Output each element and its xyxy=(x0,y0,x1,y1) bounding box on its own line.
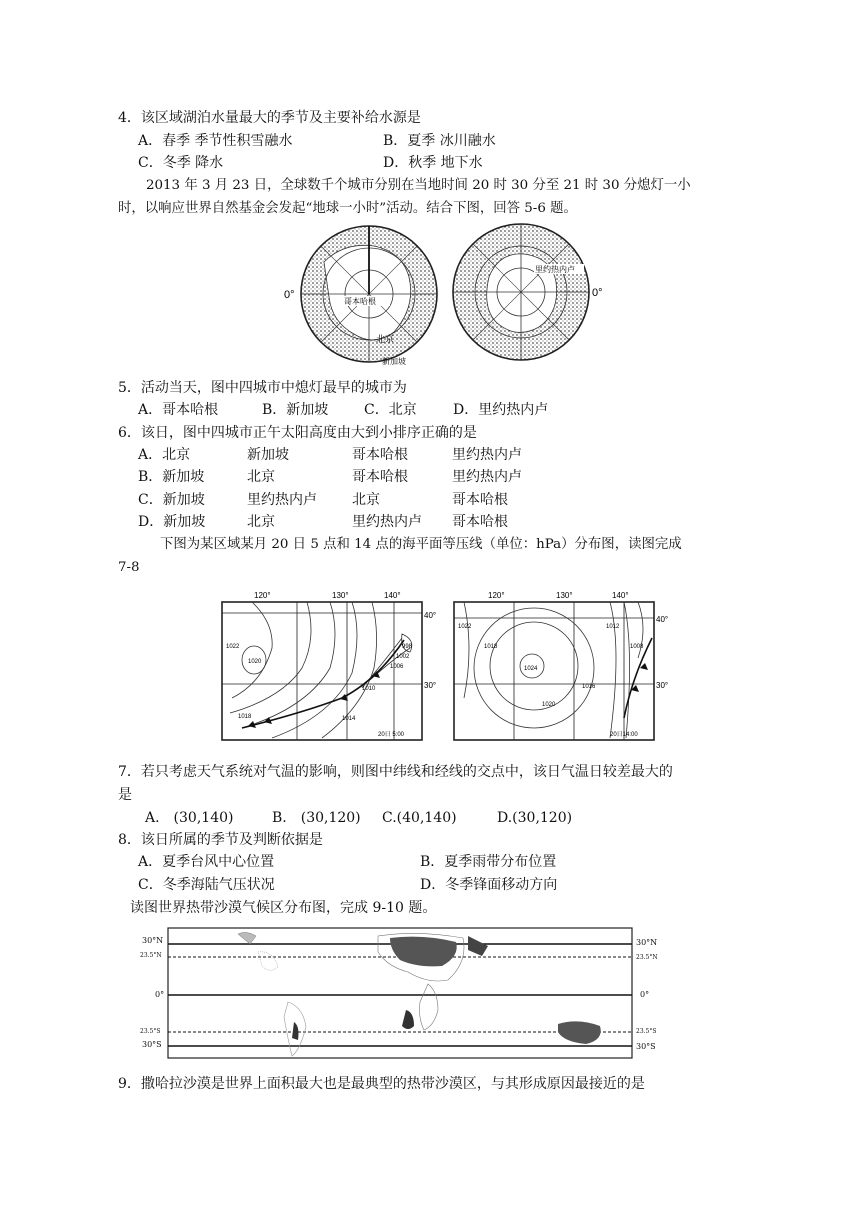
q4-options-row1 xyxy=(0,131,860,151)
intro910-line: 读图世界热带沙漠气候区分布图，完成 9-10 题。 xyxy=(130,900,437,916)
left-isobar-1022: 1022 xyxy=(226,644,240,650)
q8-options-row1 xyxy=(0,852,860,872)
map-lat-30s-left: 30°S xyxy=(142,1040,162,1049)
q9-stem: 9．撒哈拉沙漠是世界上面积最大也是最典型的热带沙漠区，与其形成原因最接近的是 xyxy=(118,1076,645,1092)
world-desert-map xyxy=(138,922,666,1062)
right-lat-40: 40° xyxy=(656,615,668,624)
q6-d-c2: 北京 xyxy=(247,514,275,530)
left-isobar-998: 998 xyxy=(402,644,413,650)
q6-a-c4: 里约热内卢 xyxy=(452,447,522,463)
left-isobar-1018: 1018 xyxy=(238,714,252,720)
q8-stem: 8．该日所属的季节及判断依据是 xyxy=(118,832,323,848)
q6-a-c3: 哥本哈根 xyxy=(352,447,408,463)
q5-stem: 5．活动当天，图中四城市中熄灯最早的城市为 xyxy=(118,380,407,396)
q6-row-b xyxy=(0,467,860,487)
intro78-line2: 7-8 xyxy=(118,560,140,575)
q6-b-c2: 北京 xyxy=(247,469,275,485)
label-rio: 里约热内卢 xyxy=(535,265,575,274)
polar-maps-figure xyxy=(284,222,604,368)
q7-option-c: C.(40,140) xyxy=(382,810,457,826)
left-isobar-1006: 1006 xyxy=(390,664,404,670)
right-isobar-1024: 1024 xyxy=(524,666,538,672)
right-lon-130: 130° xyxy=(556,591,573,600)
right-isobar-1022: 1022 xyxy=(458,624,472,630)
q5-option-d: D．里约热内卢 xyxy=(453,402,549,418)
label-copenhagen: 哥本哈根 xyxy=(344,297,376,306)
right-isobar-1020: 1020 xyxy=(542,702,556,708)
map-lat-235n-left: 23.5°N xyxy=(140,952,162,959)
right-lon-140: 140° xyxy=(612,591,629,600)
left-isobar-1010: 1010 xyxy=(362,686,376,692)
map-lat-235n-right: 23.5°N xyxy=(636,954,658,961)
isobar-map-0500 xyxy=(222,602,422,740)
q6-d-c3: 里约热内卢 xyxy=(352,514,422,530)
map-lat-0-right: 0° xyxy=(640,990,650,999)
left-lon-120: 120° xyxy=(254,591,271,600)
right-lat-30: 30° xyxy=(656,681,668,690)
q6-row-d xyxy=(0,512,860,532)
q8-option-b: B．夏季雨带分布位置 xyxy=(420,854,557,870)
q7-stem-line2: 是 xyxy=(118,787,132,803)
intro56-line2: 时，以响应世界自然基金会发起“地球一小时”活动。结合下图，回答 5-6 题。 xyxy=(118,201,577,216)
right-lon-120: 120° xyxy=(488,591,505,600)
q6-a-c1: A．北京 xyxy=(138,447,191,463)
q5-option-b: B．新加坡 xyxy=(262,402,329,418)
q6-d-c1: D．新加坡 xyxy=(138,514,206,530)
intro56-line1: 2013 年 3 月 23 日，全球数千个城市分别在当地时间 20 时 30 分至 21 时 30 分熄灯一小 xyxy=(146,178,691,193)
map-lat-30n-right: 30°N xyxy=(636,938,658,947)
q5-option-a: A．哥本哈根 xyxy=(138,402,219,418)
label-singapore: 新加坡 xyxy=(382,357,406,366)
left-isobar-1002: 1002 xyxy=(396,654,410,660)
left-isobar-1020: 1020 xyxy=(248,659,262,665)
map-lat-235s-left: 23.5°S xyxy=(140,1028,161,1035)
q6-c-c3: 北京 xyxy=(352,492,380,508)
q7-option-a: A. (30,140) xyxy=(145,810,234,826)
south-polar-map xyxy=(453,224,589,360)
left-map-time: 20日 5:00 xyxy=(378,732,405,738)
q7-option-b: B. (30,120) xyxy=(272,810,361,826)
map-lat-235s-right: 23.5°S xyxy=(636,1028,657,1035)
q8-option-d: D．冬季锋面移动方向 xyxy=(420,877,558,893)
left-isobar-1014: 1014 xyxy=(342,716,356,722)
q6-c-c2: 里约热内卢 xyxy=(247,492,317,508)
right-isobar-1018: 1018 xyxy=(484,644,498,650)
q4-stem: 4．该区域湖泊水量最大的季节及主要补给水源是 xyxy=(118,110,421,126)
q8-option-c: C．冬季海陆气压状况 xyxy=(138,877,275,893)
isobar-maps-figure xyxy=(212,588,668,748)
q4-option-d: D．秋季 地下水 xyxy=(383,155,483,171)
q6-b-c3: 哥本哈根 xyxy=(352,469,408,485)
q8-options-row2 xyxy=(0,875,860,895)
right-map-zero-label: 0° xyxy=(592,287,603,299)
label-beijing: 北京 xyxy=(376,334,395,344)
left-lat-30: 30° xyxy=(424,681,437,690)
map-lat-30s-right: 30°S xyxy=(636,1042,656,1051)
q6-b-c1: B．新加坡 xyxy=(138,469,205,485)
north-polar-map xyxy=(301,226,437,362)
left-lon-130: 130° xyxy=(332,591,349,600)
q8-option-a: A．夏季台风中心位置 xyxy=(138,854,275,870)
q4-options-row2 xyxy=(0,153,860,173)
q5-options xyxy=(0,400,860,420)
right-isobar-1008: 1008 xyxy=(630,644,644,650)
q6-a-c2: 新加坡 xyxy=(247,447,289,463)
q6-b-c4: 里约热内卢 xyxy=(452,469,522,485)
q7-stem-line1: 7．若只考虑天气系统对气温的影响，则图中纬线和经线的交点中，该日气温日较差最大的 xyxy=(118,764,673,780)
q6-d-c4: 哥本哈根 xyxy=(452,514,508,530)
intro78-line1: 下图为某区域某月 20 日 5 点和 14 点的海平面等压线（单位：hPa）分布图，读图完成 xyxy=(160,537,682,552)
q4-option-b: B．夏季 冰川融水 xyxy=(383,133,496,149)
right-isobar-1012: 1012 xyxy=(606,624,620,630)
left-lon-140: 140° xyxy=(384,591,401,600)
q7-option-d: D.(30,120) xyxy=(497,810,573,826)
q6-row-a xyxy=(0,445,860,465)
q7-options xyxy=(0,808,860,828)
q5-option-c: C．北京 xyxy=(364,402,417,418)
q4-option-a: A．春季 季节性积雪融水 xyxy=(138,133,293,149)
right-isobar-1016: 1016 xyxy=(582,684,596,690)
q4-option-c: C．冬季 降水 xyxy=(138,155,224,171)
right-map-time: 20日14:00 xyxy=(610,732,638,738)
map-lat-30n-left: 30°N xyxy=(142,936,164,945)
q6-row-c xyxy=(0,490,860,510)
isobar-map-1400 xyxy=(454,602,654,740)
left-map-zero-label: 0° xyxy=(284,289,295,301)
map-lat-0-left: 0° xyxy=(155,990,165,999)
left-lat-40: 40° xyxy=(424,611,437,620)
q6-stem: 6．该日，图中四城市正午太阳高度由大到小排序正确的是 xyxy=(118,425,477,441)
q6-c-c4: 哥本哈根 xyxy=(452,492,508,508)
q6-c-c1: C．新加坡 xyxy=(138,492,205,508)
